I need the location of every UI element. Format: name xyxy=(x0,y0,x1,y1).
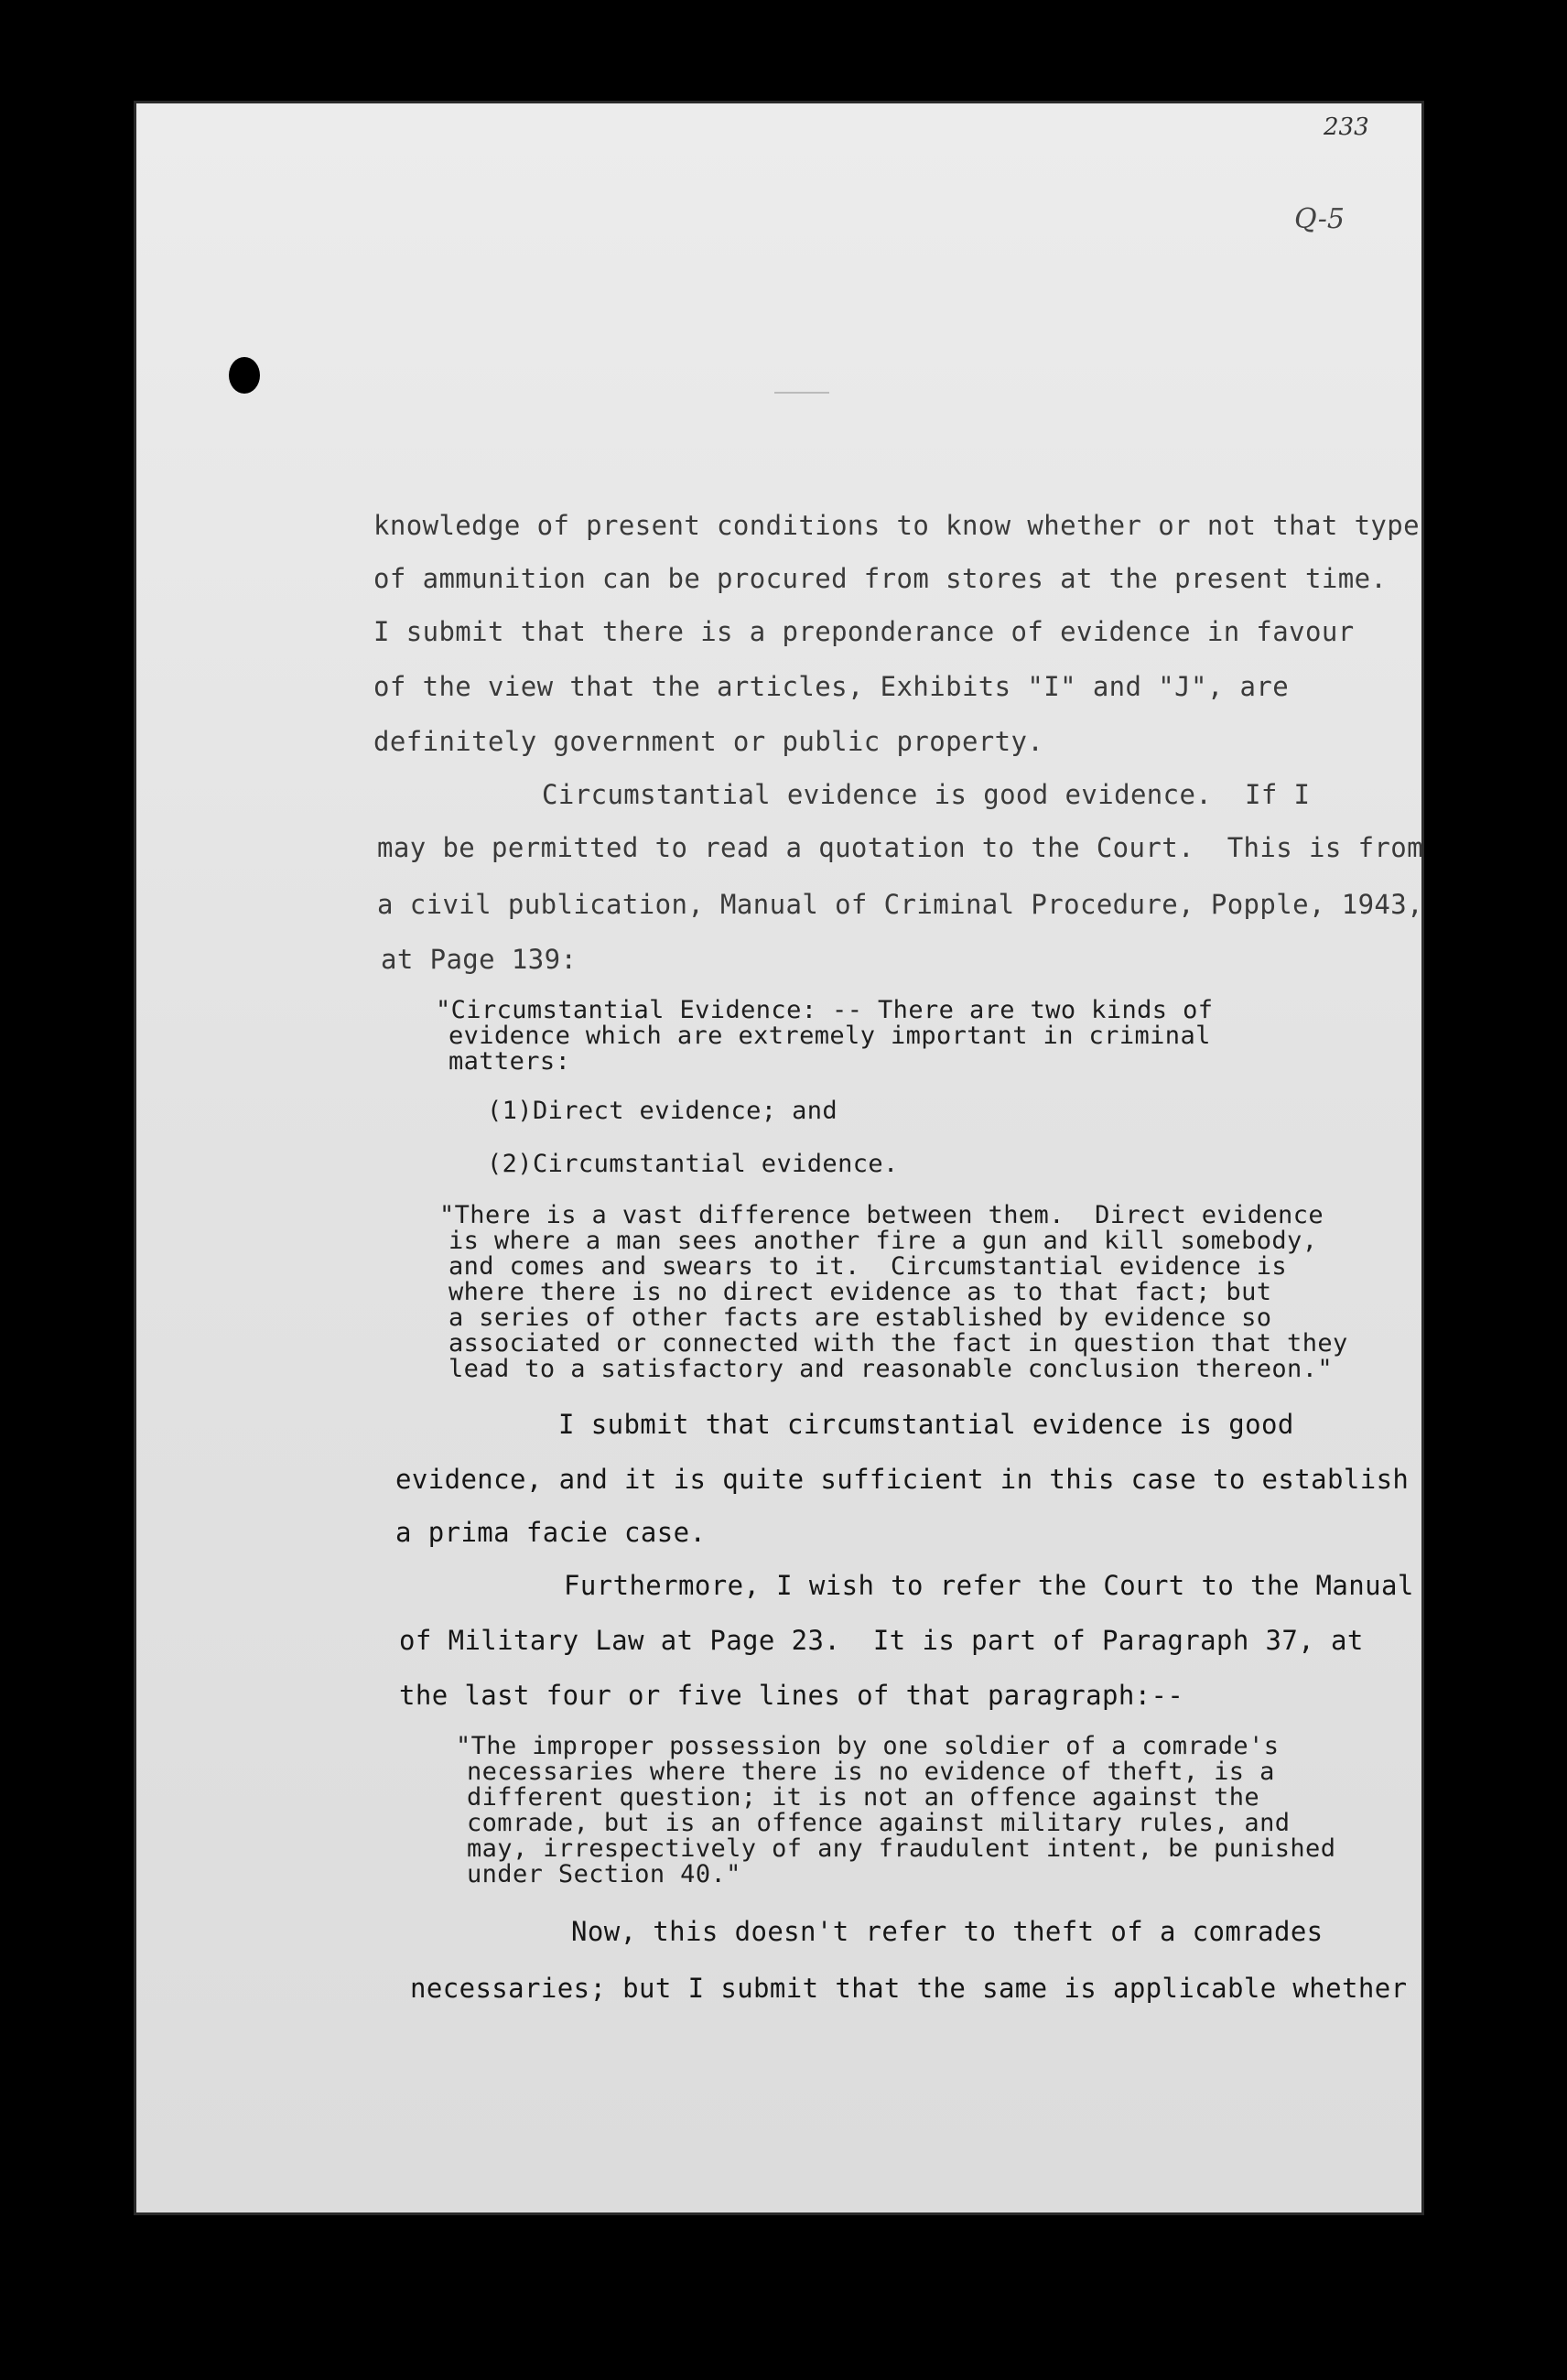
page-reference: Q-5 xyxy=(1294,203,1345,235)
quote-line: associated or connected with the fact in question that they xyxy=(448,1329,1348,1358)
quote-list-item: (1)Direct evidence; and xyxy=(487,1097,838,1125)
text-line: of Military Law at Page 23. It is part of Paragraph 37, at xyxy=(399,1625,1364,1656)
quote-line: different question; it is not an offence against the xyxy=(467,1783,1260,1812)
quote-line: may, irrespectively of any fraudulent intent, be punished xyxy=(467,1834,1336,1863)
quote-line: and comes and swears to it. Circumstantial evidence is xyxy=(448,1252,1288,1281)
quote-line: lead to a satisfactory and reasonable conclusion thereon." xyxy=(448,1355,1334,1383)
quote-line: evidence which are extremely important in criminal xyxy=(448,1022,1211,1050)
text-line: a civil publication, Manual of Criminal Procedure, Popple, 1943, xyxy=(377,889,1424,920)
quote-line: where there is no direct evidence as to that fact; but xyxy=(448,1278,1272,1306)
text-line: may be permitted to read a quotation to the Court. This is from xyxy=(377,832,1424,863)
quote-line: under Section 40." xyxy=(467,1860,741,1888)
text-line: I submit that there is a preponderance of evidence in favour xyxy=(373,616,1355,647)
text-line: evidence, and it is quite sufficient in this case to establish xyxy=(395,1464,1410,1495)
quote-line: is where a man sees another fire a gun and kill somebody, xyxy=(448,1227,1318,1255)
punch-hole-icon xyxy=(229,357,260,394)
text-line: I submit that circumstantial evidence is good xyxy=(558,1409,1294,1440)
text-line: at Page 139: xyxy=(381,944,578,975)
quote-line: "Circumstantial Evidence: -- There are two kinds of xyxy=(436,996,1214,1024)
quote-line: matters: xyxy=(448,1047,571,1076)
text-line: Furthermore, I wish to refer the Court to the Manual xyxy=(564,1570,1414,1601)
document-page xyxy=(134,101,1424,2215)
quote-list-item: (2)Circumstantial evidence. xyxy=(487,1150,899,1178)
quote-line: "There is a vast difference between them. Direct evidence xyxy=(439,1201,1324,1229)
text-line: Now, this doesn't refer to theft of a comrades xyxy=(571,1916,1324,1947)
text-line: the last four or five lines of that paragraph:-- xyxy=(399,1680,1184,1711)
text-line: knowledge of present conditions to know whether or not that type xyxy=(373,510,1421,541)
text-line: of the view that the articles, Exhibits "I" and "J", are xyxy=(373,671,1290,702)
quote-line: "The improper possession by one soldier of a comrade's xyxy=(456,1732,1280,1760)
divider xyxy=(774,392,829,394)
text-line: necessaries; but I submit that the same is applicable whether xyxy=(410,1973,1408,2004)
text-line: of ammunition can be procured from stores at the present time. xyxy=(373,563,1388,594)
text-line: a prima facie case. xyxy=(395,1517,707,1548)
quote-line: a series of other facts are established by evidence so xyxy=(448,1304,1272,1332)
folio-number: 233 xyxy=(1324,114,1369,141)
text-line: definitely government or public property. xyxy=(373,726,1044,757)
quote-line: comrade, but is an offence against military rules, and xyxy=(467,1809,1291,1837)
text-line: Circumstantial evidence is good evidence. If I xyxy=(542,779,1311,810)
quote-line: necessaries where there is no evidence of theft, is a xyxy=(467,1758,1275,1786)
